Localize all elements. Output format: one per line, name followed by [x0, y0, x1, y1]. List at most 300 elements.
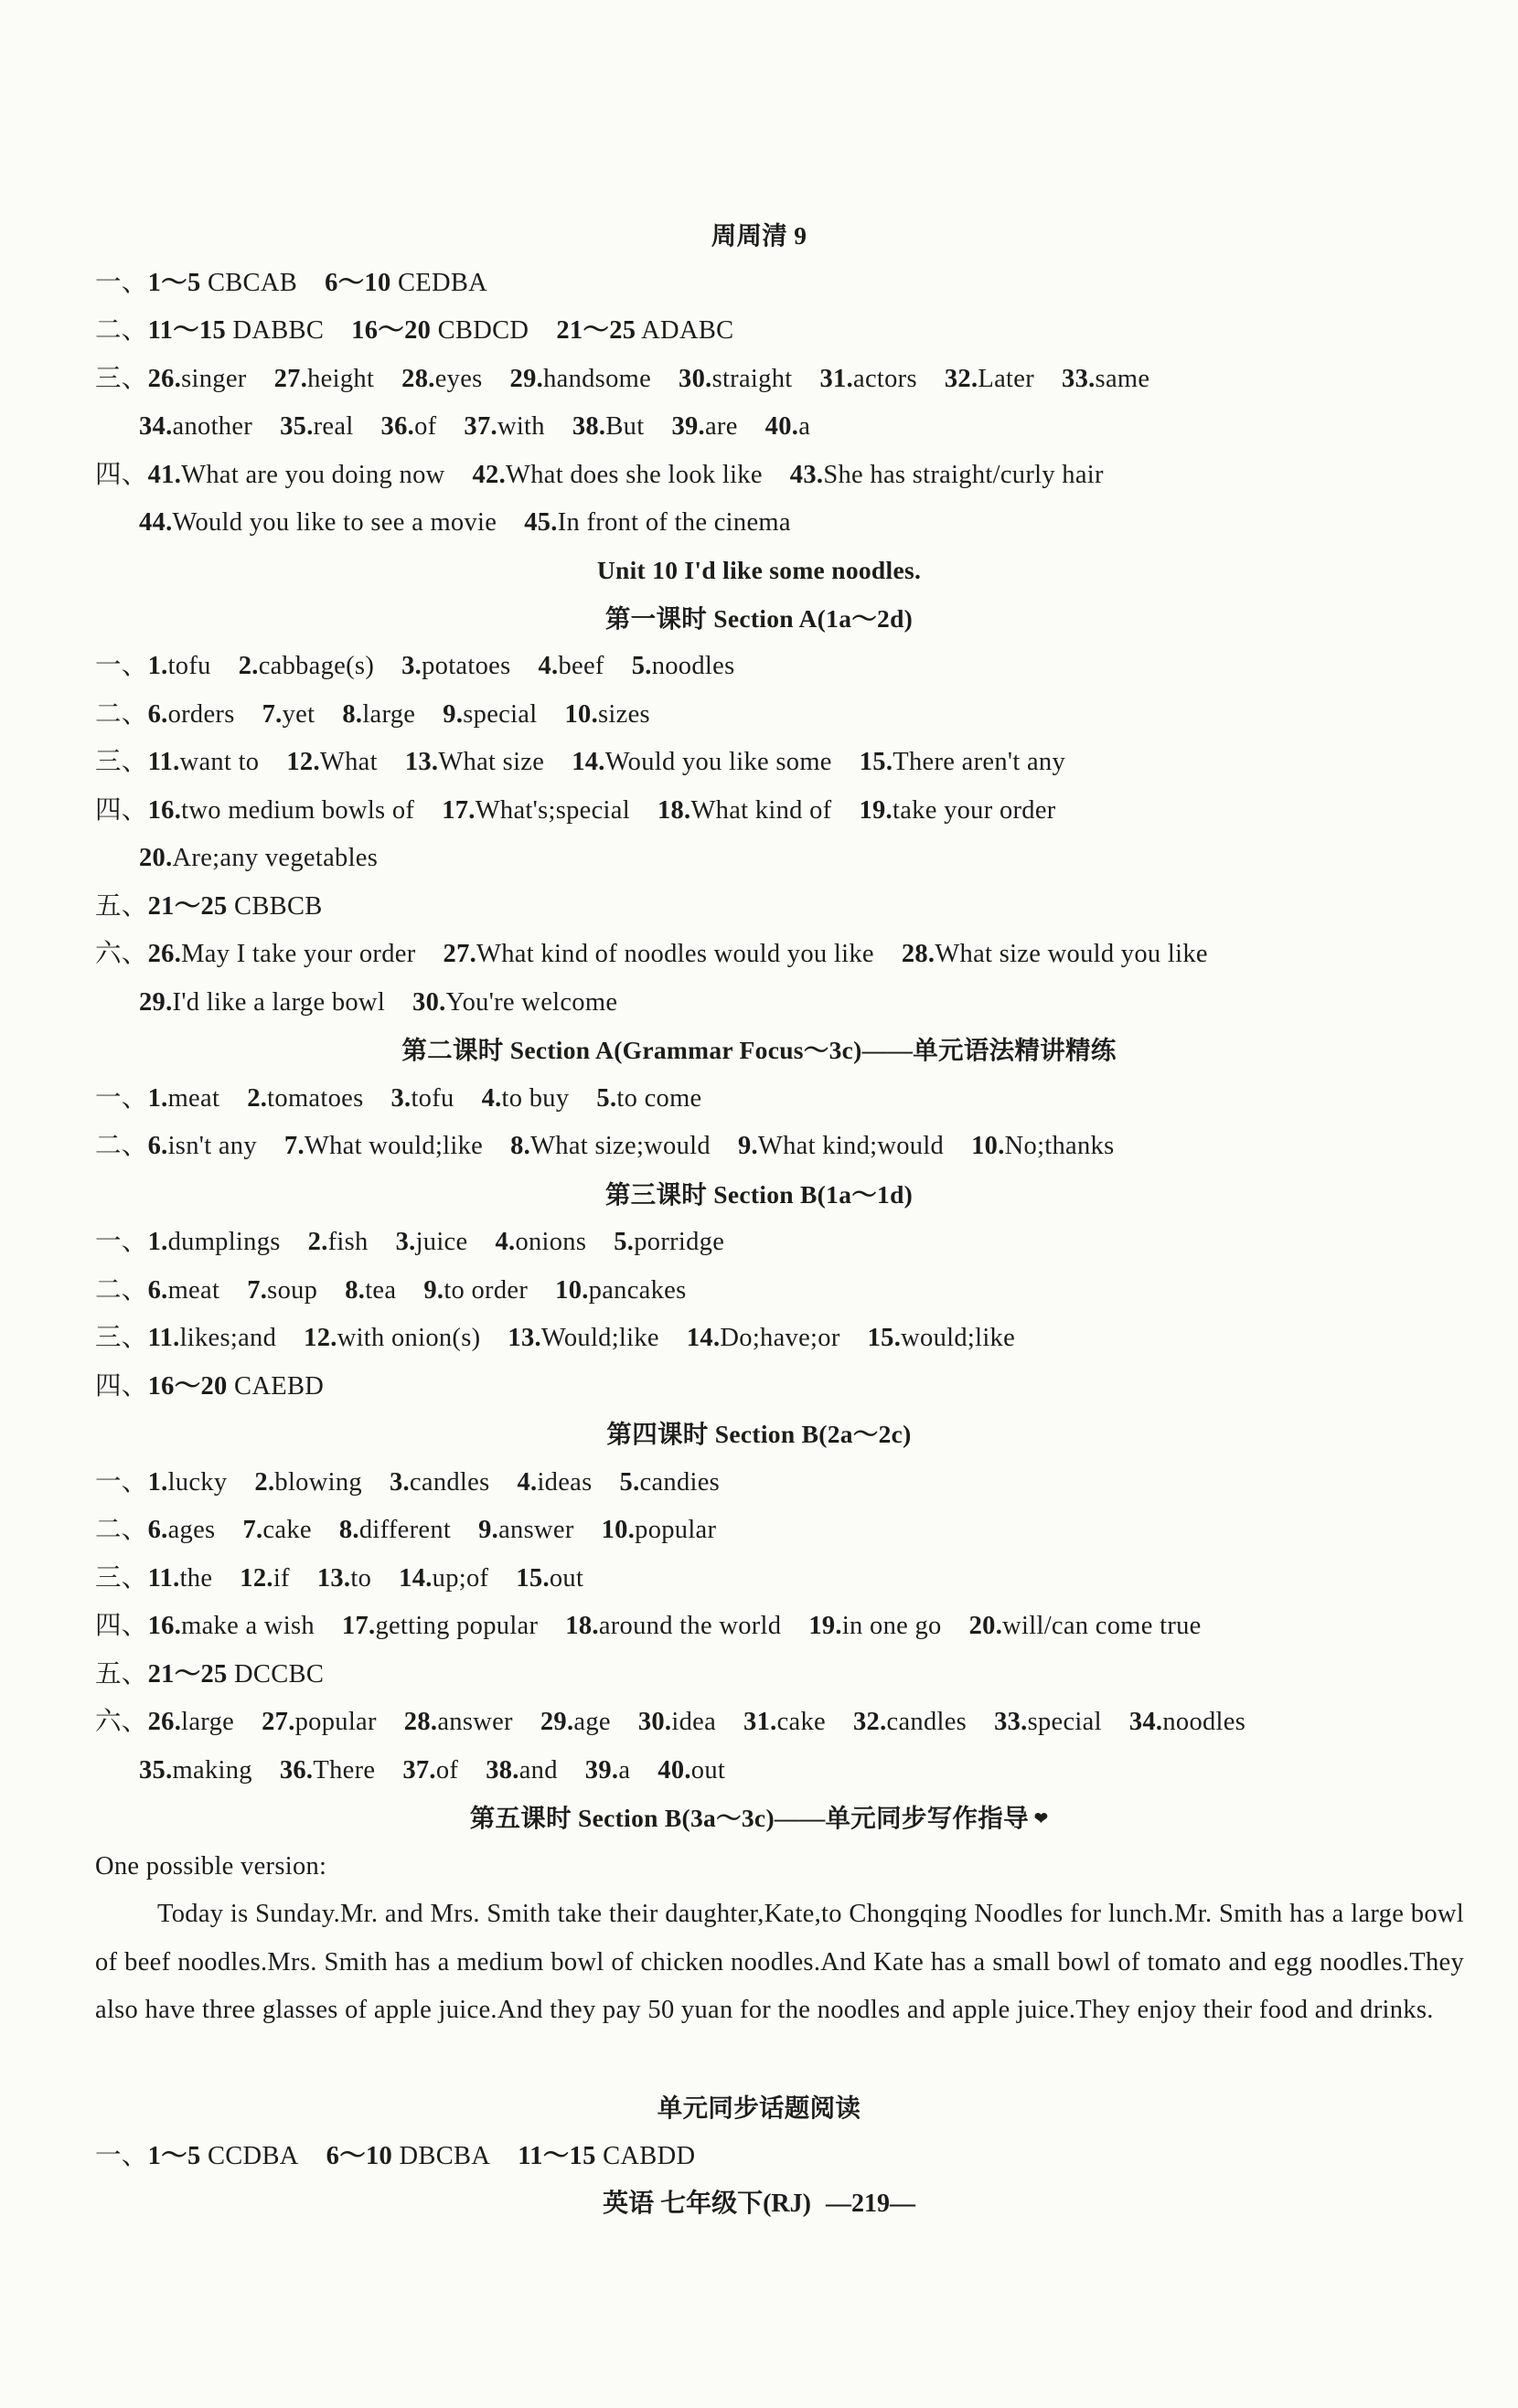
question-number: 38. — [572, 412, 606, 441]
answer-text: CBDCD — [431, 316, 529, 345]
answer-item — [284, 1132, 483, 1160]
question-number: 10. — [555, 1276, 589, 1305]
answer-text: cabbage(s) — [258, 652, 375, 680]
answer-text: Would you like some — [604, 748, 832, 776]
answer-text: and — [518, 1756, 558, 1785]
question-number: 12. — [286, 748, 320, 776]
answer-text: orders — [167, 700, 235, 729]
section-number: 一、 — [95, 652, 148, 680]
section-number: 四、 — [95, 796, 148, 825]
answer-item — [671, 412, 737, 441]
question-number: 42. — [472, 461, 507, 489]
answer-item — [464, 412, 544, 441]
question-number: 45. — [524, 508, 558, 537]
answer-text: real — [313, 412, 354, 441]
answer-row — [95, 691, 1463, 740]
question-number: 2. — [238, 652, 259, 680]
answer-item — [247, 1276, 317, 1305]
question-number: 34. — [139, 412, 173, 441]
answer-item — [902, 940, 1208, 968]
answer-text: around the world — [598, 1612, 782, 1640]
answer-item — [139, 412, 252, 441]
answer-item — [596, 1084, 701, 1113]
question-number: 1. — [147, 1228, 168, 1256]
page-number: —219— — [825, 2190, 915, 2218]
answer-row — [95, 356, 1463, 404]
question-number: 40. — [764, 412, 799, 441]
answer-item — [808, 1612, 941, 1640]
answer-text: There — [313, 1756, 376, 1785]
answer-text: special — [463, 700, 538, 729]
lesson-2-title: 第二课时 Section A(Grammar Focus～3c)——单元语法精讲精练 — [401, 1036, 1117, 1064]
answer-text: ADABC — [636, 316, 734, 345]
answer-text: answer — [498, 1516, 574, 1544]
answer-row — [95, 739, 1463, 787]
question-number: 2. — [307, 1228, 328, 1256]
answer-text: make a wish — [181, 1612, 315, 1640]
answer-row — [139, 979, 1463, 1028]
answer-item — [148, 1372, 325, 1401]
answer-item — [148, 316, 325, 345]
answer-item — [657, 1756, 725, 1785]
section-number: 四、 — [95, 1612, 148, 1640]
answer-item — [148, 1132, 257, 1160]
question-number: 8. — [342, 700, 363, 729]
question-number: 21～25 — [147, 1660, 228, 1689]
answer-text: candles — [409, 1468, 490, 1497]
answer-item — [148, 1324, 277, 1352]
answer-item — [148, 365, 247, 393]
question-number: 33. — [1062, 365, 1096, 393]
question-number: 35. — [139, 1756, 173, 1785]
answer-text: CABDD — [595, 2142, 696, 2170]
answer-item — [540, 1708, 611, 1736]
question-number: 43. — [789, 461, 824, 489]
answer-item — [148, 652, 211, 680]
question-number: 20. — [139, 844, 173, 872]
question-number: 1. — [147, 1468, 168, 1497]
answer-item — [555, 1276, 686, 1305]
answer-text: different — [358, 1516, 452, 1544]
answer-text: eyes — [434, 365, 483, 393]
answer-item — [280, 412, 353, 441]
question-number: 7. — [262, 700, 283, 729]
answer-item — [148, 1516, 216, 1544]
answer-item — [139, 988, 385, 1017]
answer-item — [632, 652, 735, 680]
answer-item — [657, 796, 832, 825]
answer-text: CBBCB — [227, 892, 323, 921]
section-number: 五、 — [95, 1660, 148, 1689]
question-number: 37. — [402, 1756, 436, 1785]
answer-text: a — [618, 1756, 631, 1785]
answer-text: Would you like to see a movie — [172, 508, 497, 537]
lesson-1-title: 第一课时 Section A(1a～2d) — [604, 604, 914, 633]
answer-text: noodles — [1162, 1708, 1246, 1736]
question-number: 17. — [341, 1612, 376, 1640]
answer-item — [478, 1516, 574, 1544]
answer-text: DCCBC — [227, 1660, 325, 1689]
answer-item — [139, 1756, 252, 1785]
answer-item — [254, 1468, 362, 1497]
answer-text: No;thanks — [1004, 1132, 1115, 1160]
question-number: 36. — [380, 412, 415, 441]
answer-item — [148, 1708, 234, 1736]
section-number: 四、 — [95, 1372, 148, 1401]
answer-text: beef — [558, 652, 604, 680]
question-number: 17. — [442, 796, 476, 825]
question-number: 31. — [819, 365, 853, 393]
answer-text: same — [1095, 365, 1150, 393]
answer-item — [148, 892, 323, 921]
section-number: 二、 — [95, 316, 148, 345]
question-number: 41. — [147, 461, 182, 489]
answer-text: DABBC — [226, 316, 325, 345]
question-number: 4. — [481, 1084, 502, 1113]
answer-text: lucky — [167, 1468, 228, 1497]
answer-text: will/can come true — [1002, 1612, 1202, 1640]
weekly-title: 周周清 9 — [711, 221, 807, 250]
answer-row — [95, 2133, 1463, 2181]
answer-item — [969, 1612, 1202, 1640]
answer-row — [95, 1315, 1463, 1363]
answer-item — [148, 940, 416, 968]
answer-item — [148, 1228, 281, 1256]
answer-text: another — [172, 412, 253, 441]
question-number: 27. — [273, 365, 308, 393]
question-number: 16. — [147, 1612, 182, 1640]
question-number: 15. — [516, 1564, 550, 1593]
answer-item — [868, 1324, 1015, 1352]
question-number: 7. — [242, 1516, 263, 1544]
answer-text: blowing — [274, 1468, 362, 1497]
answer-text: of — [414, 412, 437, 441]
answer-row — [95, 1603, 1463, 1651]
question-number: 5. — [619, 1468, 640, 1497]
section-number: 三、 — [95, 365, 148, 393]
question-number: 37. — [464, 412, 497, 441]
answer-text: What kind;would — [757, 1132, 945, 1160]
answer-item — [404, 1708, 513, 1736]
answer-text: meat — [167, 1276, 220, 1305]
answer-row — [95, 1267, 1463, 1316]
answer-item — [679, 365, 792, 393]
answer-item — [401, 652, 510, 680]
question-number: 10. — [971, 1132, 1005, 1160]
answer-text: What size — [438, 748, 545, 776]
answer-text: Would;like — [540, 1324, 659, 1352]
answer-item — [148, 796, 415, 825]
answer-item — [495, 1228, 586, 1256]
answer-text: popular — [635, 1516, 717, 1544]
question-number: 27. — [262, 1708, 295, 1736]
unit-title: Unit 10 I'd like some noodles. — [596, 556, 922, 584]
question-number: 21～25 — [147, 892, 228, 921]
answer-text: noodles — [651, 652, 735, 680]
answer-text: CBCAB — [200, 269, 298, 297]
question-number: 3. — [401, 652, 422, 680]
answer-text: age — [573, 1708, 611, 1736]
question-number: 14. — [686, 1324, 721, 1352]
answer-text: to buy — [501, 1084, 570, 1113]
answer-item — [396, 1228, 468, 1256]
question-number: 14. — [572, 748, 605, 776]
question-number: 1～5 — [147, 2142, 201, 2170]
answer-item — [139, 844, 378, 872]
lesson-5-title — [0, 1795, 1518, 1843]
section-number: 一、 — [95, 1084, 148, 1113]
answer-text: up;of — [432, 1564, 489, 1593]
answer-text: to order — [444, 1276, 529, 1305]
answer-item — [381, 412, 437, 441]
answer-text: out — [549, 1564, 584, 1593]
answer-text: are — [704, 412, 738, 441]
answer-item — [738, 1132, 944, 1160]
lesson-5-title-text: 第五课时 Section B(3a～3c)——单元同步写作指导 — [469, 1804, 1029, 1832]
answer-text: CEDBA — [390, 269, 488, 297]
question-number: 21～25 — [556, 316, 636, 345]
section-number: 一、 — [95, 1468, 148, 1497]
question-number: 14. — [399, 1564, 433, 1593]
answer-text: What are you doing now — [181, 461, 445, 489]
question-number: 11～15 — [518, 2142, 596, 2170]
answer-item — [274, 365, 375, 393]
answer-item — [390, 1468, 490, 1497]
answer-item — [148, 269, 297, 297]
answer-item — [148, 748, 260, 776]
answer-item — [516, 1564, 583, 1593]
answer-row — [139, 1747, 1463, 1795]
question-number: 5. — [614, 1228, 635, 1256]
question-number: 1～5 — [147, 269, 201, 297]
footer-subject: 英语 七年级下(RJ) — [603, 2190, 811, 2218]
answer-item — [148, 1468, 228, 1497]
section-number: 三、 — [95, 1564, 148, 1593]
section-number: 一、 — [95, 2142, 148, 2170]
answer-item — [444, 940, 874, 968]
answer-item — [304, 1324, 480, 1352]
answer-item — [148, 1660, 325, 1689]
answer-text: What kind of — [690, 796, 832, 825]
answer-item — [572, 412, 645, 441]
answer-item — [790, 461, 1104, 489]
question-number: 3. — [389, 1468, 410, 1497]
question-number: 5. — [631, 652, 652, 680]
question-number: 13. — [508, 1324, 541, 1352]
answer-item — [247, 1084, 363, 1113]
answer-row — [95, 452, 1463, 500]
answer-row — [95, 883, 1463, 932]
answer-text: straight — [711, 365, 793, 393]
answer-item — [556, 316, 733, 345]
answer-text: in one go — [841, 1612, 942, 1640]
answer-item — [482, 1084, 570, 1113]
question-number: 44. — [139, 508, 173, 537]
question-number: 6. — [147, 1276, 168, 1305]
answer-item — [538, 652, 604, 680]
question-number: 6. — [147, 1132, 168, 1160]
answer-item — [242, 1516, 311, 1544]
answer-text: to — [350, 1564, 372, 1593]
answer-item — [280, 1756, 375, 1785]
question-number: 15. — [867, 1324, 902, 1352]
answer-row — [95, 643, 1463, 691]
answer-text: candles — [886, 1708, 967, 1736]
answer-item — [326, 2142, 491, 2170]
answer-text: fish — [327, 1228, 369, 1256]
answer-text: candies — [639, 1468, 721, 1497]
question-number: 11. — [147, 1324, 180, 1352]
question-number: 28. — [401, 365, 435, 393]
question-number: 36. — [279, 1756, 314, 1785]
answer-item — [148, 700, 235, 729]
question-number: 2. — [254, 1468, 275, 1497]
heart-icon: ❤ — [1033, 1809, 1049, 1827]
answer-text: yet — [282, 700, 315, 729]
answer-item — [423, 1276, 528, 1305]
answer-item — [859, 796, 1055, 825]
question-number: 11. — [147, 748, 180, 776]
answer-text: popular — [294, 1708, 377, 1736]
answer-text: dumplings — [167, 1228, 281, 1256]
answer-item — [286, 748, 377, 776]
question-number: 10. — [564, 700, 599, 729]
answer-text: soup — [267, 1276, 318, 1305]
question-number: 11. — [147, 1564, 180, 1593]
answer-text: ages — [167, 1516, 216, 1544]
answer-item — [405, 748, 544, 776]
answer-item — [572, 748, 832, 776]
answer-text: I'd like a large bowl — [172, 988, 386, 1017]
question-number: 30. — [412, 988, 446, 1017]
question-number: 26. — [147, 365, 182, 393]
answer-row — [139, 499, 1463, 548]
answer-item — [401, 365, 482, 393]
answer-row — [95, 1651, 1463, 1699]
answer-text: There aren't any — [893, 748, 1066, 776]
answer-item — [743, 1708, 826, 1736]
question-number: 30. — [679, 365, 712, 393]
answer-text: singer — [181, 365, 247, 393]
answer-item — [620, 1468, 721, 1497]
lesson-3-title: 第三课时 Section B(1a～1d) — [604, 1180, 914, 1209]
answer-item — [510, 365, 652, 393]
answer-text: cake — [262, 1516, 312, 1544]
answer-item — [148, 1612, 315, 1640]
answer-item — [443, 700, 537, 729]
section-number: 六、 — [95, 940, 148, 968]
page-footer — [0, 2183, 1518, 2220]
section-number: 四、 — [95, 461, 148, 489]
answer-item — [342, 1612, 538, 1640]
answer-item — [325, 269, 487, 297]
question-number: 7. — [283, 1132, 305, 1160]
question-number: 7. — [247, 1276, 268, 1305]
answer-item — [971, 1132, 1114, 1160]
question-number: 30. — [637, 1708, 672, 1736]
answer-row — [95, 1507, 1463, 1555]
answer-text: the — [179, 1564, 213, 1593]
question-number: 29. — [139, 988, 173, 1017]
answer-item — [510, 1132, 711, 1160]
section-number: 一、 — [95, 1228, 148, 1256]
answer-item — [399, 1564, 488, 1593]
answer-row — [95, 1219, 1463, 1267]
answer-item — [345, 1276, 396, 1305]
answer-text: actors — [853, 365, 917, 393]
writing-intro: One possible version: — [95, 1852, 327, 1881]
answer-text: In front of the cinema — [557, 508, 791, 537]
answer-text: What's;special — [475, 796, 630, 825]
answer-item — [148, 1084, 220, 1113]
question-number: 8. — [338, 1516, 359, 1544]
question-number: 16～20 — [147, 1372, 228, 1401]
answer-item — [351, 316, 529, 345]
answer-text: out — [690, 1756, 726, 1785]
answer-item — [342, 700, 415, 729]
answer-text: sizes — [598, 700, 650, 729]
question-number: 5. — [596, 1084, 617, 1113]
answer-item — [994, 1708, 1102, 1736]
answer-item — [508, 1324, 658, 1352]
answer-text: juice — [415, 1228, 468, 1256]
answer-text: of — [435, 1756, 459, 1785]
answer-item — [239, 652, 374, 680]
question-number: 35. — [280, 412, 314, 441]
question-number: 10. — [601, 1516, 636, 1544]
question-number: 16～20 — [351, 316, 432, 345]
question-number: 40. — [657, 1756, 691, 1785]
answer-text: with — [497, 412, 545, 441]
answer-row — [139, 403, 1463, 452]
section-number: 二、 — [95, 1132, 148, 1160]
answer-text: tomatoes — [267, 1084, 364, 1113]
answer-row — [95, 1363, 1463, 1412]
answer-item — [240, 1564, 290, 1593]
answer-text: What kind of noodles would you like — [476, 940, 874, 968]
question-number: 39. — [584, 1756, 619, 1785]
question-number: 8. — [345, 1276, 366, 1305]
question-number: 20. — [968, 1612, 1003, 1640]
answer-text: She has straight/curly hair — [823, 461, 1104, 489]
answer-item — [638, 1708, 716, 1736]
answer-text: potatoes — [422, 652, 511, 680]
answer-text: What — [319, 748, 378, 776]
answer-item — [390, 1084, 454, 1113]
question-number: 19. — [808, 1612, 842, 1640]
answer-text: But — [605, 412, 645, 441]
question-number: 31. — [743, 1708, 777, 1736]
answer-item — [518, 2142, 695, 2170]
answer-text: special — [1027, 1708, 1102, 1736]
question-number: 15. — [859, 748, 893, 776]
question-number: 16. — [147, 796, 182, 825]
question-number: 6～10 — [325, 269, 391, 297]
question-number: 3. — [395, 1228, 416, 1256]
section-number: 三、 — [95, 1324, 148, 1352]
answer-text: would;like — [901, 1324, 1016, 1352]
answer-text: large — [362, 700, 416, 729]
question-number: 9. — [443, 700, 464, 729]
question-number: 34. — [1128, 1708, 1163, 1736]
answer-text: a — [798, 412, 811, 441]
answer-text: Do;have;or — [720, 1324, 840, 1352]
question-number: 26. — [147, 1708, 182, 1736]
answer-item — [148, 461, 445, 489]
answer-text: What size would you like — [935, 940, 1208, 968]
answer-text: onions — [515, 1228, 587, 1256]
section-number: 三、 — [95, 748, 148, 776]
